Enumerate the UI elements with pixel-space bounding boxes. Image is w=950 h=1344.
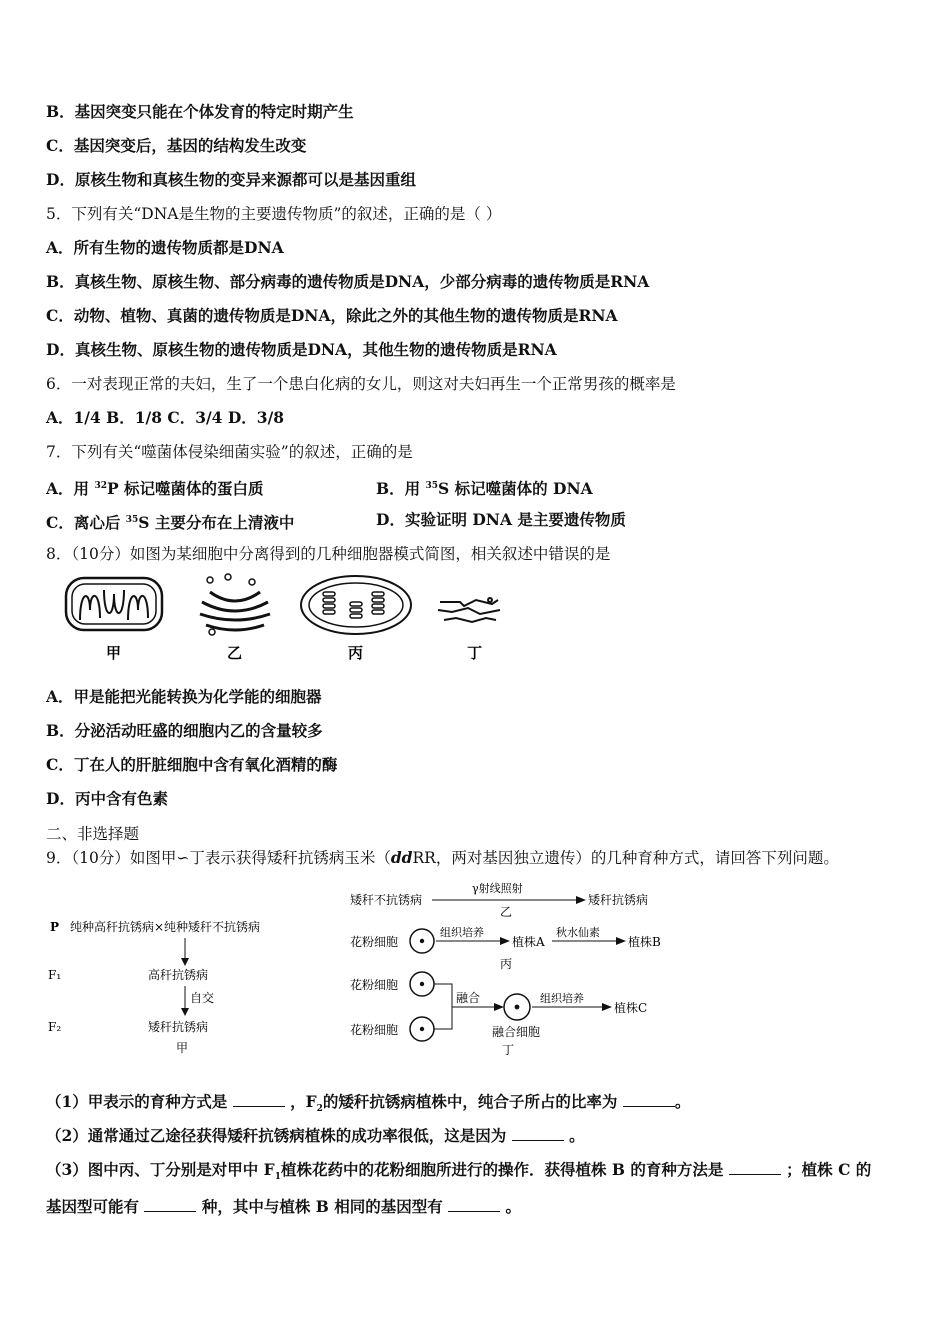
breeding-diagram (40, 876, 700, 1061)
answer-blank[interactable] (233, 1092, 285, 1107)
pollen-cell-1: 花粉细胞 (350, 935, 399, 949)
q9-p1-c: 的矮秆抗锈病植株中，纯合子所占的比率为 (322, 1092, 618, 1111)
organelle-label-yi: 乙 (227, 644, 243, 662)
endoplasmic-reticulum-icon (438, 598, 500, 622)
tissue-culture-label-2: 组织培养 (540, 992, 584, 1005)
q7-b-prefix: B．用 (376, 479, 426, 499)
q8-option-a: A．甲是能把光能转换为化学能的细胞器 (46, 687, 322, 706)
q7-b-isotope: 35 (425, 481, 439, 491)
q9-p3-a: （3）图中丙、丁分别是对甲中 F (46, 1160, 275, 1179)
fused-cell-label: 融合细胞 (492, 1025, 541, 1039)
q4-option-d: D．原核生物和真核生物的变异来源都可以是基因重组 (46, 170, 416, 189)
selfing-label: 自交 (190, 991, 215, 1005)
q5-option-a: A．所有生物的遗传物质都是DNA (46, 238, 284, 257)
mitochondrion-icon (66, 578, 162, 630)
q9-p1-sub: 2 (316, 1104, 323, 1115)
q4-option-b: B．基因突变只能在个体发育的特定时期产生 (46, 102, 354, 121)
q7-option-c (46, 510, 294, 533)
q9-part2 (46, 1126, 585, 1146)
q8-stem: 8．（10分）如图为某细胞中分离得到的几种细胞器模式简图，相关叙述中错误的是 (46, 545, 611, 563)
pollen-cell-3: 花粉细胞 (350, 1023, 399, 1037)
q5-option-c: C．动物、植物、真菌的遗传物质是DNA，除此之外的其他生物的遗传物质是RNA (46, 306, 618, 325)
organelle-figure (60, 570, 520, 665)
golgi-icon (200, 574, 270, 635)
q7-option-d: D．实验证明 DNA 是主要遗传物质 (376, 510, 626, 529)
answer-blank[interactable] (512, 1126, 564, 1141)
q9-p3-sub: 1 (274, 1172, 281, 1183)
p-cross: 纯种高秆抗锈病×纯种矮秆不抗锈病 (70, 920, 261, 934)
q7-c-prefix: C．离心后 (46, 513, 126, 533)
tissue-culture-label-1: 组织培养 (440, 926, 484, 939)
q9-stem (46, 848, 839, 868)
fusion-label: 融合 (456, 991, 481, 1005)
p-label: P (50, 920, 60, 934)
q9-p3-f: 。 (505, 1197, 522, 1216)
q7-a-isotope: 32 (94, 481, 107, 491)
section-heading: 二、非选择题 (46, 825, 140, 843)
chloroplast-icon (301, 576, 411, 634)
organelle-label-jia: 甲 (106, 644, 122, 662)
q9-p3-d: 基因型可能有 (46, 1197, 140, 1216)
q8-option-c: C．丁在人的肝脏细胞中含有氧化酒精的酶 (46, 755, 338, 774)
answer-blank[interactable] (623, 1092, 675, 1107)
f1-label: F₁ (48, 968, 62, 982)
organelle-label-bing: 丙 (348, 644, 364, 662)
colchicine-label: 秋水仙素 (556, 926, 600, 939)
q7-a-prefix: A．用 (46, 479, 95, 499)
q8-option-d: D．丙中含有色素 (46, 789, 168, 808)
answer-blank[interactable] (729, 1160, 781, 1175)
answer-blank[interactable] (144, 1197, 196, 1212)
q9-p3-e: 种，其中与植株 B 相同的基因型有 (201, 1197, 443, 1216)
q9-p1-d: 。 (674, 1092, 691, 1111)
q9-stem-start: 9．（10分）如图甲∽丁表示获得矮秆抗锈病玉米（ (46, 849, 391, 867)
pollen-cell-2: 花粉细胞 (350, 978, 399, 992)
q5-stem: 5．下列有关“DNA是生物的主要遗传物质”的叙述，正确的是（ ） (46, 205, 502, 223)
q4-option-c: C．基因突变后，基因的结构发生改变 (46, 136, 307, 155)
q9-stem-end: RR，两对基因独立遗传）的几种育种方式，请回答下列问题。 (412, 849, 839, 867)
q6-stem: 6．一对表现正常的夫妇，生了一个患白化病的女儿，则这对夫妇再生一个正常男孩的概率是 (46, 375, 676, 393)
q9-part3-cont (46, 1197, 521, 1217)
f2-phenotype: 矮秆抗锈病 (148, 1020, 209, 1034)
method-bing-label: 丙 (500, 957, 513, 971)
plant-b-label: 植株B (628, 935, 661, 949)
plant-c-label: 植株C (614, 1001, 648, 1015)
q7-c-isotope: 35 (125, 515, 139, 525)
method-ding-label: 丁 (502, 1043, 515, 1057)
yi-arrow-label: γ射线照射 (472, 882, 523, 895)
yi-result: 矮秆抗锈病 (588, 893, 649, 907)
q5-option-d: D．真核生物、原核生物的遗传物质是DNA，其他生物的遗传物质是RNA (46, 340, 557, 359)
f2-label: F₂ (48, 1020, 62, 1034)
yi-source: 矮秆不抗锈病 (350, 893, 423, 907)
organelle-label-ding: 丁 (467, 644, 483, 662)
q7-b-text: S 标记噬菌体的 DNA (438, 479, 593, 499)
q9-part3 (46, 1160, 871, 1187)
plant-a-label: 植株A (512, 935, 545, 949)
method-jia-label: 甲 (176, 1041, 189, 1055)
q9-part1 (46, 1092, 690, 1119)
q9-p1-a: （1）甲表示的育种方式是 (46, 1092, 228, 1111)
q7-c-text: S 主要分布在上清液中 (138, 513, 295, 533)
q9-stem-genotype-italic: dd (390, 848, 413, 867)
q7-option-b (376, 476, 593, 499)
answer-blank[interactable] (448, 1197, 500, 1212)
q9-p2-b: 。 (569, 1126, 585, 1145)
q7-stem: 7．下列有关“噬菌体侵染细菌实验”的叙述，正确的是 (46, 443, 413, 461)
q5-option-b: B．真核生物、原核生物、部分病毒的遗传物质是DNA，少部分病毒的遗传物质是RNA (46, 272, 650, 291)
q9-p3-c: ；植株 C 的 (786, 1160, 872, 1179)
q8-option-b: B．分泌活动旺盛的细胞内乙的含量较多 (46, 721, 323, 740)
q6-options: A．1/4 B．1/8 C．3/4 D．3/8 (46, 408, 285, 427)
method-yi-label: 乙 (500, 905, 513, 919)
q7-option-a (46, 476, 264, 499)
q9-p2-a: （2）通常通过乙途径获得矮秆抗锈病植株的成功率很低，这是因为 (46, 1126, 507, 1145)
q7-a-text: P 标记噬菌体的蛋白质 (106, 479, 264, 499)
f1-phenotype: 高秆抗锈病 (148, 968, 209, 982)
q9-p1-b: ，F (290, 1092, 317, 1111)
q9-p3-b: 植株花药中的花粉细胞所进行的操作．获得植株 B 的育种方法是 (280, 1160, 724, 1179)
